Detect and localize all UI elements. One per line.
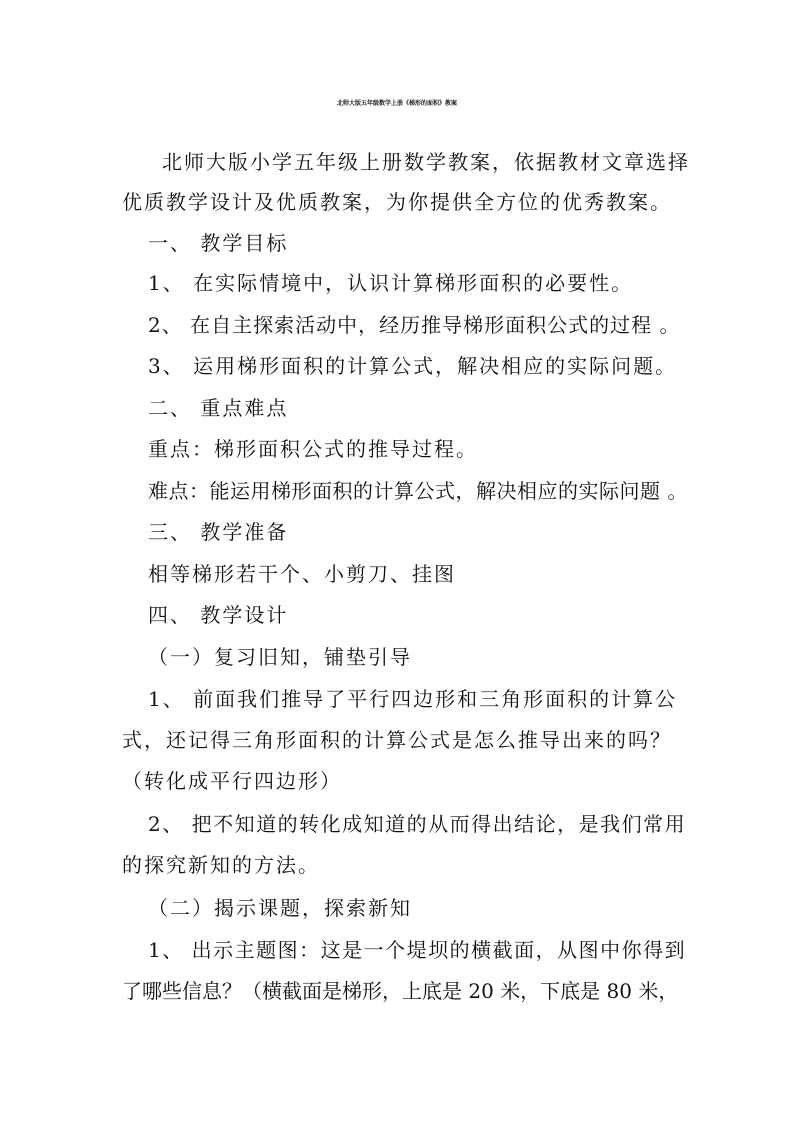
list-item: 2、 把不知道的转化成知道的从而得出结论，是我们常用 [148, 812, 687, 836]
section-heading: 二、 重点难点 [148, 396, 289, 420]
document-title: 北师大版五年级数学上册《梯形的面积》教案 [336, 100, 457, 107]
section-heading: 一、 教学目标 [148, 231, 289, 255]
list-item: 3、 运用梯形面积的计算公式，解决相应的实际问题。 [148, 354, 678, 378]
paragraph-line: 重点：梯形面积公式的推导过程。 [148, 437, 478, 461]
paragraph-line: 的探究新知的方法。 [122, 853, 320, 877]
paragraph-line: （转化成平行四边形） [122, 769, 342, 793]
paragraph-line: 北师大版小学五年级上册数学教案，依据教材文章选择 [162, 150, 690, 174]
list-item: 2、 在自主探索活动中，经历推导梯形面积公式的过程 。 [148, 313, 681, 337]
paragraph-line: 式，还记得三角形面积的计算公式是怎么推导出来的吗？ [122, 728, 672, 752]
paragraph-line: 难点：能运用梯形面积的计算公式，解决相应的实际问题 。 [148, 479, 688, 503]
paragraph-line: 了哪些信息？（横截面是梯形，上底是 20 米，下底是 80 米， [122, 979, 679, 1003]
list-item: 1、 出示主题图：这是一个堤坝的横截面，从图中你得到 [148, 938, 687, 962]
section-heading: 三、 教学准备 [148, 520, 289, 544]
subsection-heading: （二）揭示课题，探索新知 [148, 896, 412, 920]
paragraph-line: 优质教学设计及优质教案，为你提供全方位的优秀教案。 [122, 190, 672, 214]
list-item: 1、 前面我们推导了平行四边形和三角形面积的计算公 [148, 687, 678, 711]
subsection-heading: （一）复习旧知，铺垫引导 [148, 645, 412, 669]
list-item: 1、 在实际情境中，认识计算梯形面积的必要性。 [148, 271, 634, 295]
paragraph-line: 相等梯形若干个、小剪刀、挂图 [148, 562, 456, 586]
section-heading: 四、 教学设计 [148, 603, 289, 627]
